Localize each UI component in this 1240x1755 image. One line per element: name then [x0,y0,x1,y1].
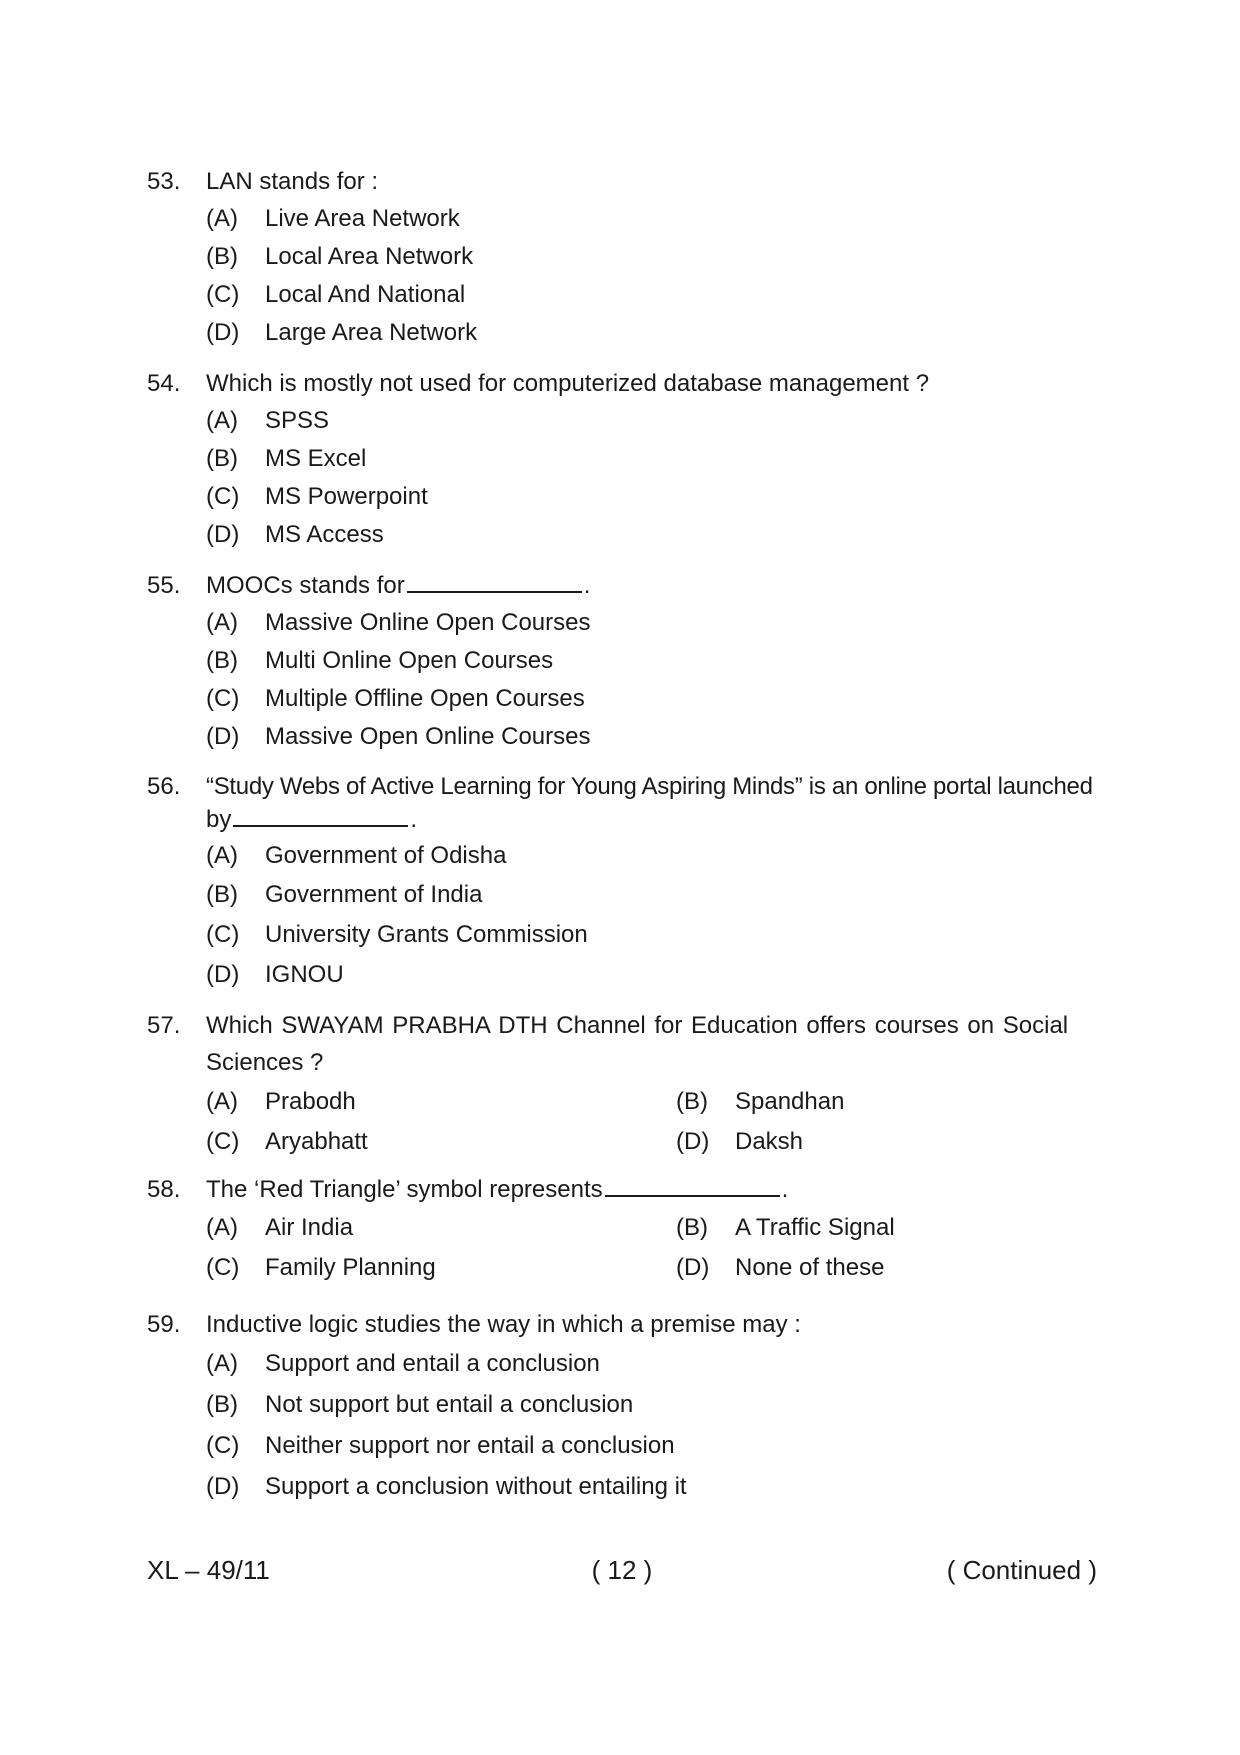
option-text: A Traffic Signal [735,1214,895,1241]
option-letter: (C) [206,483,240,510]
page-footer [147,1552,1097,1588]
question-53 [147,164,1097,352]
option-text: Local Area Network [265,243,474,270]
question-59 [147,1307,1097,1507]
option-text: None of these [735,1254,885,1281]
option-letter: (C) [206,921,240,948]
option-a [147,837,1097,875]
option-d [147,1466,1097,1507]
question-56 [147,771,1097,995]
option-a [147,604,1097,642]
option-letter: (D) [206,961,240,988]
option-letter: (D) [206,521,240,548]
option-c [147,915,1097,955]
option-d [147,718,1097,756]
option-text: Government of India [265,881,483,908]
question-number: 56. [147,773,181,800]
option-c [147,276,1097,314]
question-text: MOOCs stands for [206,572,405,599]
option-text: Aryabhatt [265,1128,368,1155]
option-letter: (A) [206,1214,238,1241]
option-c [147,680,1097,718]
option-letter: (B) [676,1214,708,1241]
option-text: Massive Online Open Courses [265,609,591,636]
option-d [147,955,1097,995]
question-54 [147,366,1097,554]
option-letter: (D) [206,1473,240,1500]
option-letter: (B) [206,647,238,674]
option-text: Government of Odisha [265,842,507,869]
option-d [147,516,1097,554]
continued-label: ( Continued ) [946,1555,1097,1585]
option-letter: (C) [206,1432,240,1459]
option-a [147,200,1097,238]
question-number: 53. [147,168,181,195]
option-letter: (A) [206,842,238,869]
option-text: Neither support nor entail a conclusion [265,1432,675,1459]
option-letter: (B) [206,445,238,472]
option-letter: (B) [206,243,238,270]
paper-code: XL – 49/11 [147,1555,270,1585]
option-letter: (D) [676,1128,710,1155]
question-text: The ‘Red Triangle’ symbol represents [206,1176,603,1203]
option-letter: (A) [206,609,238,636]
option-c [147,1425,1097,1466]
option-d [147,314,1097,352]
option-text: Prabodh [265,1088,356,1115]
option-text: Not support but entail a conclusion [265,1391,634,1418]
option-letter: (D) [206,319,240,346]
option-letter: (C) [206,685,240,712]
option-text: University Grants Commission [265,921,588,948]
option-letter: (A) [206,1350,238,1377]
question-suffix: . [410,806,418,833]
option-text: MS Access [265,521,384,548]
question-58 [147,1172,1097,1288]
question-number: 57. [147,1012,181,1039]
option-letter: (A) [206,407,238,434]
answer-blank [407,571,582,593]
option-text: Support a conclusion without entailing it [265,1473,687,1500]
question-text-line2: Sciences ? [206,1049,324,1076]
option-text: Family Planning [265,1254,436,1281]
question-number: 59. [147,1311,181,1338]
question-text-line2: by [206,806,232,833]
options-row-1 [147,1082,1097,1122]
option-text: Live Area Network [265,205,460,232]
option-letter: (B) [206,1391,238,1418]
question-text: Which is mostly not used for computerized database management ? [206,370,930,397]
option-a [147,402,1097,440]
option-b [147,440,1097,478]
option-text: Large Area Network [265,319,478,346]
option-text: SPSS [265,407,330,434]
option-letter: (D) [676,1254,710,1281]
question-suffix: . [583,572,591,599]
options-row-2 [147,1248,1097,1288]
option-text: Spandhan [735,1088,845,1115]
option-text: Support and entail a conclusion [265,1350,600,1377]
option-c [147,478,1097,516]
question-text: LAN stands for : [206,168,379,195]
option-letter: (B) [206,881,238,908]
question-number: 54. [147,370,181,397]
option-text: Local And National [265,281,466,308]
option-b [147,642,1097,680]
option-b [147,875,1097,915]
question-number: 58. [147,1176,181,1203]
question-55 [147,568,1097,756]
question-57 [147,1008,1097,1162]
option-letter: (D) [206,723,240,750]
option-text: Massive Open Online Courses [265,723,591,750]
option-text: MS Powerpoint [265,483,428,510]
answer-blank [605,1175,780,1197]
question-text: Which SWAYAM PRABHA DTH Channel for Education offers courses on Social [206,1012,1069,1039]
question-text: “Study Webs of Active Learning for Young Aspiring Minds” is an online portal launched [206,773,1093,800]
option-letter: (C) [206,1128,240,1155]
option-a [147,1343,1097,1384]
option-letter: (A) [206,1088,238,1115]
option-text: IGNOU [265,961,344,988]
question-number: 55. [147,572,181,599]
option-text: Air India [265,1214,354,1241]
option-letter: (B) [676,1088,708,1115]
option-letter: (C) [206,1254,240,1281]
answer-blank [233,805,408,827]
question-text: Inductive logic studies the way in which a premise may : [206,1311,801,1338]
option-b [147,1384,1097,1425]
option-text: Multiple Offline Open Courses [265,685,585,712]
option-text: Multi Online Open Courses [265,647,554,674]
option-letter: (A) [206,205,238,232]
option-letter: (C) [206,281,240,308]
page-number: ( 12 ) [591,1555,653,1585]
question-suffix: . [781,1176,789,1203]
option-text: Daksh [735,1128,804,1155]
options-row-2 [147,1122,1097,1162]
options-row-1 [147,1208,1097,1248]
option-b [147,238,1097,276]
option-text: MS Excel [265,445,367,472]
